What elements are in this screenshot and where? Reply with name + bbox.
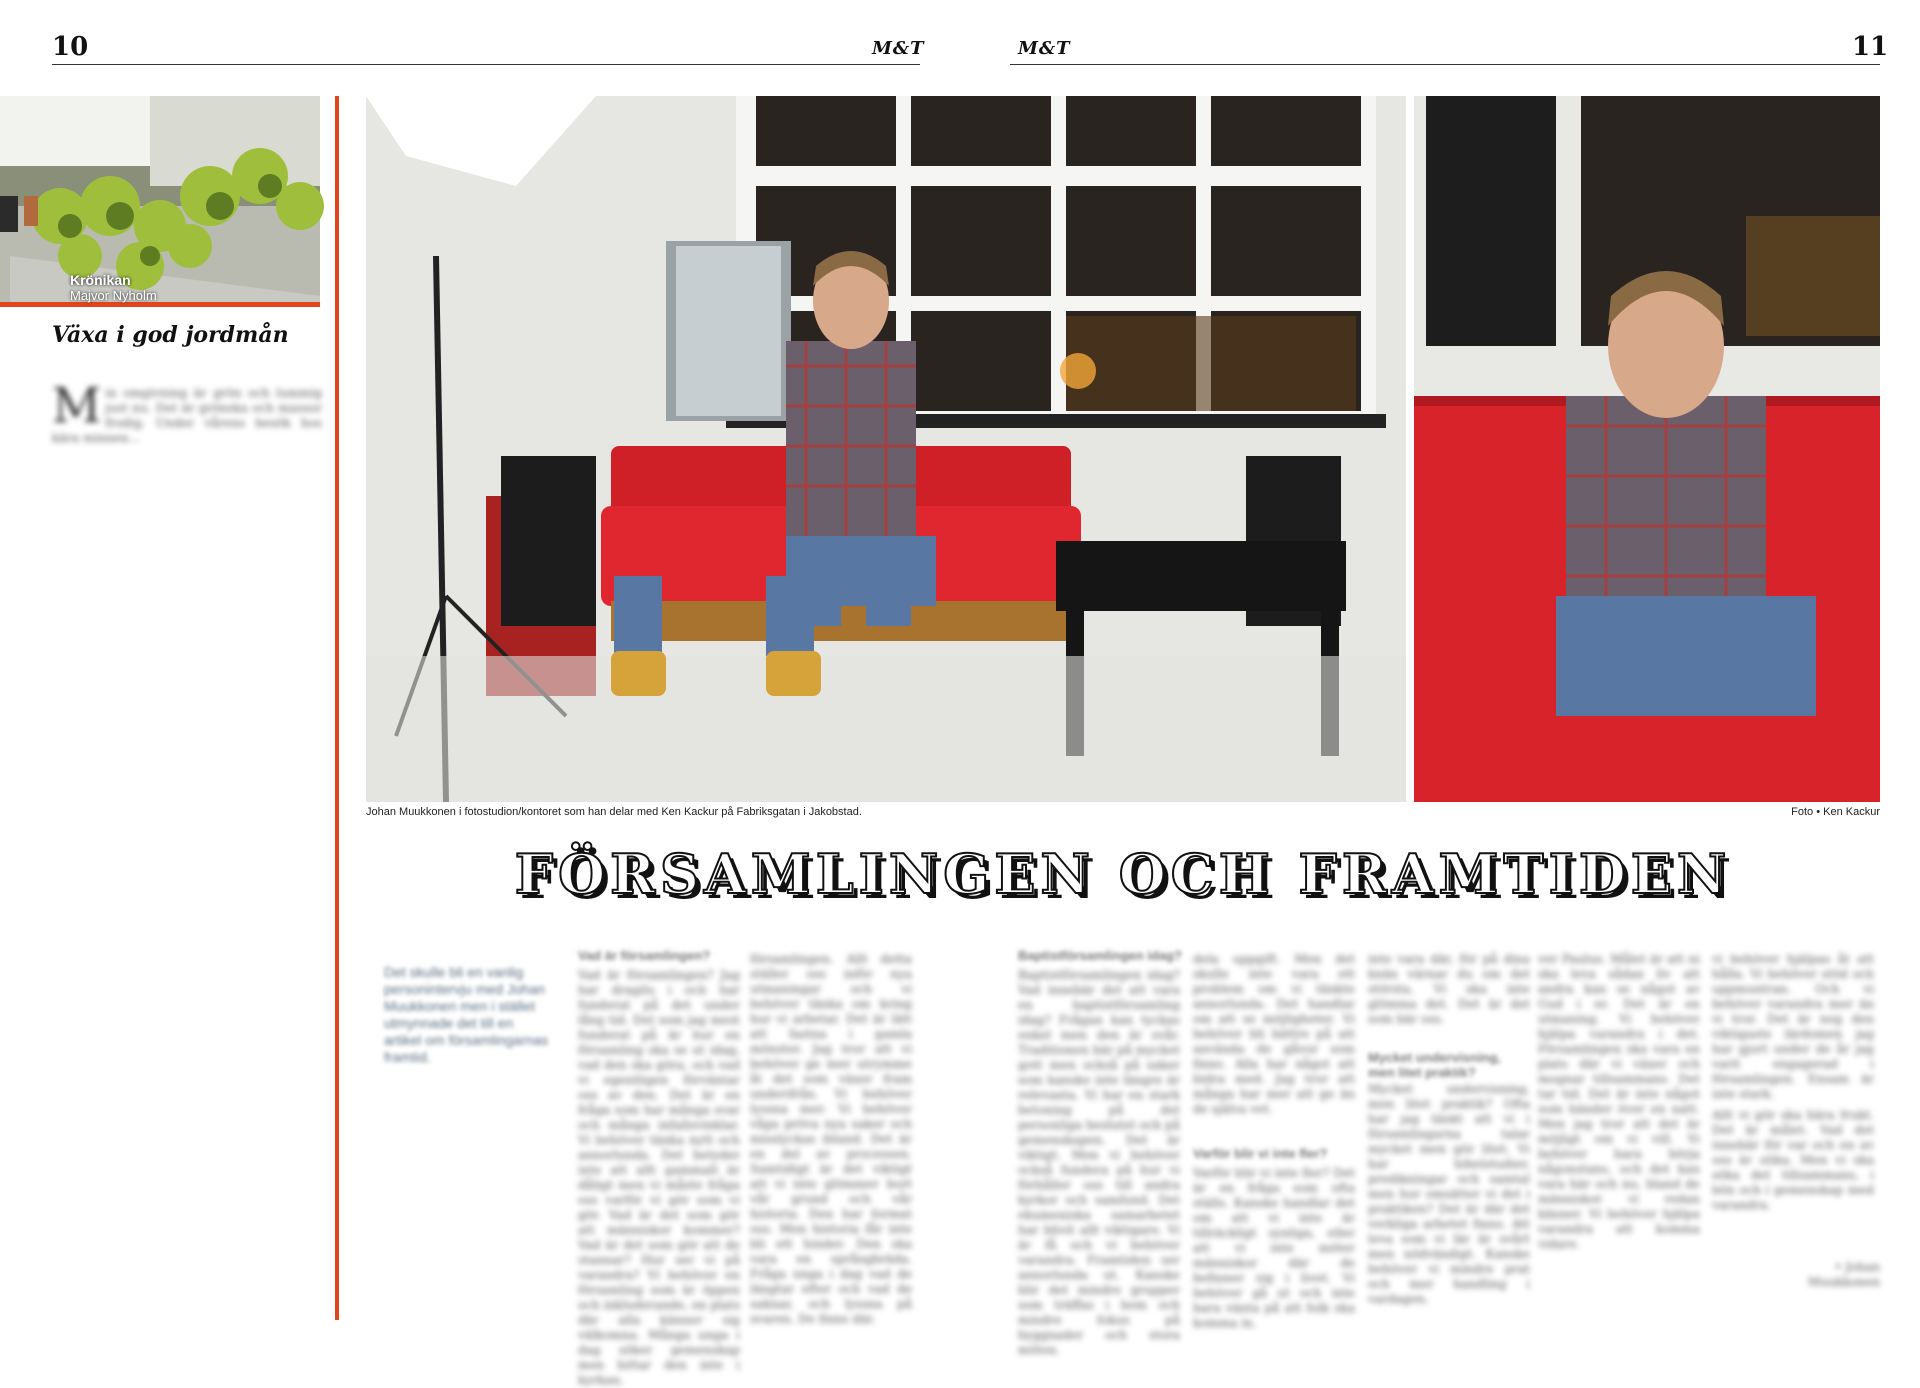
- photo-credit: Foto • Ken Kackur: [1791, 806, 1880, 818]
- article-body-col-3: Baptistförsamlingen idag? Vad innebär det att vara en baptistförsamling idag? Frågan kan tyckas enkel men den är svår. Traditionen bär på mycket gott men också på saker som kanske inte längre är relevanta. Vi har en stark betoning på det personliga beslutet och på gemenskapen. Det är viktigt. Men vi behöver också fundera på hur vi förhåller oss till andra kyrkor och samfund. Det ekumeniska samarbetet har blivit allt viktigare. Vi är få och vi behöver varandra. Framtiden ser annorlunda ut. Kanske blir det mindre grupper som träffas i hem och mindre fokus på byggnader och stora möten.: [1018, 968, 1180, 1357]
- column-divider-rule: [335, 96, 339, 1320]
- subhead-2: Baptistförsamlingen idag?: [1018, 948, 1182, 963]
- subhead-3: Varför blir vi inte fler?: [1193, 1146, 1328, 1161]
- article-body-col-9: vi behöver hjälpas åt att hålla. Vi behöver stöd och uppmuntran. Och vi behöver varandra mer än vi tror. Det är nog den viktigaste lärdomen jag har gjort under de år jag varit engagerad i församlingen. Ensam är inte stark.: [1712, 952, 1874, 1101]
- column-author: Majvor Nyholm: [70, 288, 157, 303]
- article-ingress: Det skulle bli en vanlig personintervju med Johan Muukkonen men i stället utmynnade det till en artikel om församlingarnas framtid.: [384, 964, 549, 1065]
- folio-rule-right: [1010, 64, 1880, 65]
- article-body-col-10: Allt vi gör ska bära frukt. Det är målet. Vad det innebär för var och en av oss är olika. Men vi ska söka det tillsammans, i bön och i gemenskap med varandra.: [1712, 1108, 1874, 1212]
- subhead-4: Mycket undervisning, men litet praktik?: [1368, 1050, 1501, 1080]
- article-body-col-8: ver Paulus. Målet är att ni ska leva sådan liv att andra kan se något av Gud i er. Det är en utmaning. Vi behöver hjälpa varandra i det. Församlingen ska vara en plats där vi växer och mognar tillsammans. Det tar tid. Det är inte något som händer över en natt. Men jag tror att det är möjligt om vi vill. Vi behöver bara börja någonstans, och det kan vara här och nu, bland de människor vi redan känner. Vi behöver hjälpa varandra att komma vidare.: [1538, 952, 1700, 1251]
- article-body-col-6: inte vara där, för på dina knän värnar du om det största. Vi ska inte glömma det. Det är det som bär oss.: [1368, 952, 1530, 1026]
- article-headline: FÖRSAMLINGEN OCH FRAMTIDEN: [514, 842, 1732, 906]
- article-body-col-2: församlingen. Allt detta ställer oss inför nya utmaningar och vi behöver tänka om kring hur vi arbetar. Det är lätt att fastna i gamla mönster. Jag tror att vi behöver ge mer utrymme åt det som växer fram underifrån. Vi behöver lyssna mer. Vi behöver våga pröva nya saker och misslyckas ibland. Det är en del av processen. Samtidigt är det viktigt att vi inte glömmer bort vår grund och vår historia. Den har format oss. Men historia får inte bli ett hinder. Den ska vara en språngbräda. Fråga unga i dag vad de längtar efter och vad de saknar, och lyssna på svaren. De finns där.: [750, 952, 912, 1326]
- masthead-logo-right: M&T: [1018, 38, 1071, 59]
- column-photo-plants: [0, 96, 320, 302]
- article-photo: [366, 96, 1880, 802]
- article-body-col-4: dela uppgift. Men det skulle inte vara ett problem om vi tänkte annorlunda. Det handlar om att se möjligheter. Vi behöver bli bättre på att använda de gåvor som finns. Alla har något att bidra med. Jag tror att många har mer att ge än de själva vet.: [1193, 952, 1355, 1116]
- column-body: in omgivning är grön och lummig just nu. Det är grönska och massor frodig. Under vårens besök hos kära minnen...: [52, 386, 322, 445]
- article-body-col-5: Varför blir vi inte fler? Det är en fråga som ofta ställs. Kanske handlar det om att vi inte är tillräckligt synliga, eller att vi inte möter människor där de befinner sig i livet. Vi behöver gå ut och inte bara vänta på att folk ska komma in.: [1193, 1166, 1355, 1330]
- subhead-1: Vad är församlingen?: [578, 948, 711, 963]
- column-kicker: Krönikan: [70, 272, 131, 288]
- page-number-right: 11: [1852, 32, 1889, 62]
- article-body-col-1: Vad är församlingen? Jag har dragits i och har funderat på det under lång tid. Det som jag mest funderat på är hur en församling ska se ut idag, vad den ska göra, och vad vi egentligen förväntar oss av den. Det är en fråga som har många svar och många infallsvinklar. Vi behöver tänka nytt och annorlunda. Det betyder inte att allt gammalt är dåligt men vi måste fråga oss varför vi gör som vi gör. Vad är det som gör att människor kommer? Vad är det som gör att de stannar? Hur ser vi på varandra? Vi behöver en församling som är öppen och inkluderande, en plats där alla känner sig välkomna. Många unga i dag söker gemenskap men hittar den inte i kyrkan.: [578, 968, 741, 1387]
- column-photo-rule: [0, 302, 320, 307]
- folio-rule-left: [52, 64, 920, 65]
- article-byline-end: • Johan Muukkonen: [1807, 1260, 1880, 1289]
- column-drop-cap: M: [52, 378, 102, 434]
- photo-caption: Johan Muukkonen i fotostudion/kontoret som han delar med Ken Kackur på Fabriksgatan i Jakobstad.: [366, 806, 862, 818]
- page-number-left: 10: [52, 32, 89, 62]
- masthead-logo-left: M&T: [872, 38, 925, 59]
- column-body-text: [52, 378, 322, 1308]
- column-title: Växa i god jordmån: [52, 322, 289, 348]
- article-body-col-7: Mycket undervisning, men litet praktik? Ofta har jag tänkt att vi i församlingarna talar mycket men gör litet. Vi har bibelstudier, predikningar och samtal men hur omsätter vi det i praktiken? Det är där det verkliga arbetet finns. Att leva som vi lär är svårt men nödvändigt. Kanske behöver vi mindre prat och mer handling i vardagen.: [1368, 1082, 1530, 1306]
